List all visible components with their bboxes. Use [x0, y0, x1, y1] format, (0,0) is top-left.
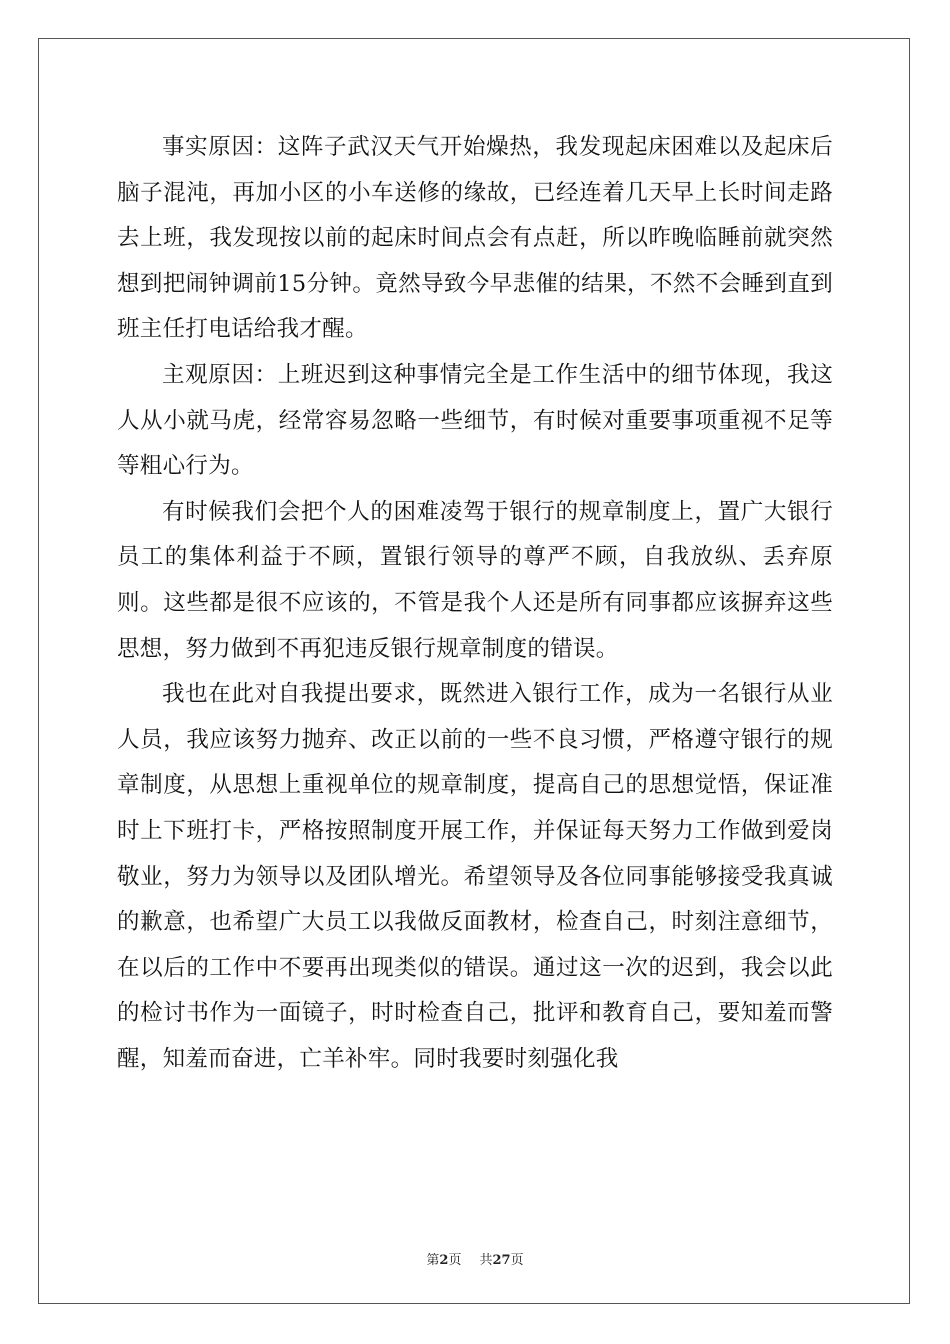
paragraph-self-requirement: 我也在此对自我提出要求，既然进入银行工作，成为一名银行从业人员，我应该努力抛弃、改正以前的一些不良习惯，严格遵守银行的规章制度，从思想上重视单位的规章制度，提高自己的思想觉悟，保证准时上下班打卡，严格按照制度开展工作，并保证每天努力工作做到爱岗敬业，努力为领导以及团队增光。希望领导及各位同事能够接受我真诚的歉意，也希望广大员工以我做反面教材，检查自己，时刻注意细节，在以后的工作中不要再出现类似的错误。通过这一次的迟到，我会以此的检讨书作为一面镜子，时时检查自己，批评和教育自己，要知羞而警醒，知羞而奋进，亡羊补牢。同时我要时刻强化我 — [117, 681, 833, 1072]
total-suffix: 页 — [510, 1253, 524, 1268]
page-number: 2 — [439, 1253, 449, 1268]
paragraph-objective-reason: 事实原因：这阵子武汉天气开始燥热，我发现起床困难以及起床后脑子混沌，再加小区的小车送修的缘故，已经连着几天早上长时间走路去上班，我发现按以前的起床时间点会有点赶，所以昨晚临睡前就突然想到把闹钟调前15分钟。竟然导致今早悲催的结果，不然不会睡到直到班主任打电话给我才醒。 — [117, 134, 833, 343]
page-footer — [0, 1249, 950, 1268]
paragraph-reflection: 有时候我们会把个人的困难凌驾于银行的规章制度上，置广大银行员工的集体利益于不顾，置银行领导的尊严不顾，自我放纵、丢弃原则。这些都是很不应该的，不管是我个人还是所有同事都应该摒弃这些思想，努力做到不再犯违反银行规章制度的错误。 — [117, 498, 833, 662]
paragraph-subjective-reason: 主观原因：上班迟到这种事情完全是工作生活中的细节体现，我这人从小就马虎，经常容易忽略一些细节，有时候对重要事项重视不足等等粗心行为。 — [117, 361, 833, 480]
total-pages: 27 — [492, 1253, 511, 1268]
document-body — [117, 125, 833, 1082]
total-prefix: 共 — [479, 1253, 493, 1268]
page-suffix: 页 — [448, 1253, 462, 1268]
page-prefix: 第 — [426, 1253, 440, 1268]
